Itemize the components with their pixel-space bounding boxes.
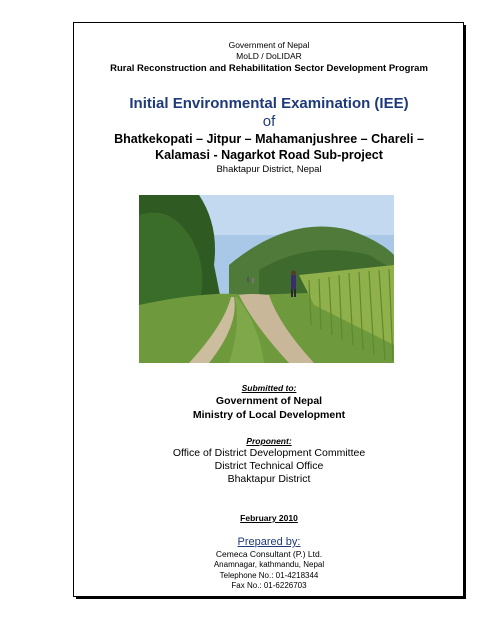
cover-header bbox=[80, 40, 458, 177]
district-line: Bhaktapur District, Nepal bbox=[216, 164, 322, 175]
government-line: Government of Nepal bbox=[228, 40, 310, 50]
title-of: of bbox=[262, 113, 276, 130]
ministry-line: MoLD / DoLIDAR bbox=[236, 51, 302, 61]
road-name-line1: Bhatkekopati – Jitpur – Mahamanjushree – Chareli – bbox=[114, 132, 424, 146]
proponent-section bbox=[80, 435, 458, 486]
submitted-label: Submitted to: bbox=[241, 383, 297, 393]
submitted-section bbox=[80, 382, 458, 422]
submitted-line2: Ministry of Local Development bbox=[192, 409, 346, 421]
proponent-line2: District Technical Office bbox=[214, 460, 324, 472]
consultant-telephone: Telephone No.: 01-4218344 bbox=[219, 570, 319, 580]
document-title: Initial Environmental Examination (IEE) bbox=[129, 95, 409, 112]
prepared-section bbox=[80, 535, 458, 592]
consultant-name: Cemeca Consultant (P.) Ltd. bbox=[215, 549, 323, 559]
page-border-shadow-right bbox=[464, 25, 466, 599]
proponent-line1: Office of District Development Committee bbox=[172, 447, 366, 459]
consultant-address: Anamnagar, kathmandu, Nepal bbox=[213, 560, 325, 569]
publication-date: February 2010 bbox=[240, 513, 298, 523]
proponent-line3: Bhaktapur District bbox=[227, 473, 311, 485]
date-section bbox=[80, 512, 458, 524]
proponent-label: Proponent: bbox=[246, 436, 292, 446]
page-border-shadow-bottom bbox=[76, 597, 466, 599]
prepared-label: Prepared by: bbox=[237, 536, 301, 548]
submitted-line1: Government of Nepal bbox=[215, 395, 323, 407]
cover-photo-rural-road bbox=[139, 195, 394, 363]
consultant-fax: Fax No.: 01-6226703 bbox=[231, 581, 307, 590]
road-name-line2: Kalamasi - Nagarkot Road Sub-project bbox=[155, 148, 383, 162]
program-line: Rural Reconstruction and Rehabilitation Sector Development Program bbox=[110, 63, 428, 74]
